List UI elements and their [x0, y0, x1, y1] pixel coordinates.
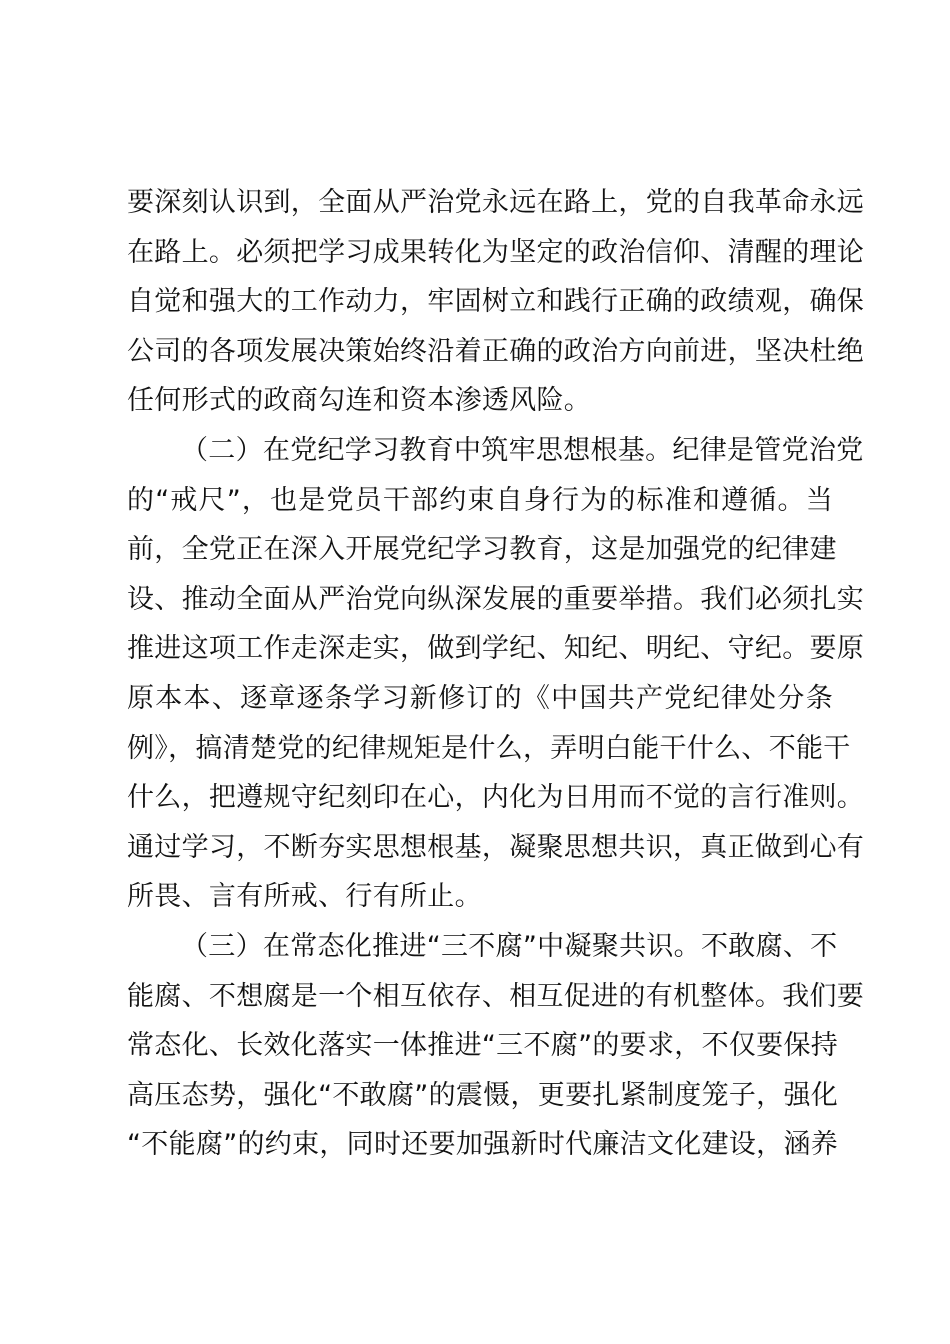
document-body: [127, 178, 865, 1170]
text-line: 通过学习，不断夯实思想根基，凝聚思想共识，真正做到心有: [127, 831, 865, 863]
text-line: “不能腐”的约束，同时还要加强新时代廉洁文化建设，涵养: [127, 1129, 839, 1161]
text-line: 任何形式的政商勾连和资本渗透风险。: [127, 385, 592, 417]
text-line: 所畏、言有所戒、行有所止。: [127, 881, 482, 913]
text-line: 例》，搞清楚党的纪律规矩是什么，弄明白能干什么、不能干: [127, 732, 851, 764]
text-line: 设、推动全面从严治党向纵深发展的重要举措。我们必须扎实: [127, 583, 865, 615]
text-line: 什么，把遵规守纪刻印在心，内化为日用而不觉的言行准则。: [127, 782, 865, 814]
text-line: （三）在常态化推进“三不腐”中凝聚共识。不敢腐、不: [181, 930, 838, 962]
paragraph-3: [127, 922, 865, 1170]
text-line: 能腐、不想腐是一个相互依存、相互促进的有机整体。我们要: [127, 980, 865, 1012]
text-line: 在路上。必须把学习成果转化为坚定的政治信仰、清醒的理论: [127, 236, 865, 268]
text-line: 高压态势，强化“不敢腐”的震慑，更要扎紧制度笼子，强化: [127, 1079, 839, 1111]
paragraph-1: [127, 178, 865, 426]
paragraph-2: [127, 426, 865, 922]
text-line: 常态化、长效化落实一体推进“三不腐”的要求，不仅要保持: [127, 1030, 839, 1062]
text-line: 推进这项工作走深走实，做到学纪、知纪、明纪、守纪。要原: [127, 633, 865, 665]
text-line: 自觉和强大的工作动力，牢固树立和践行正确的政绩观，确保: [127, 286, 865, 318]
text-line: （二）在党纪学习教育中筑牢思想根基。纪律是管党治党: [181, 434, 864, 466]
text-line: 的“戒尺”，也是党员干部约束自身行为的标准和遵循。当: [127, 484, 833, 516]
text-line: 原本本、逐章逐条学习新修订的《中国共产党纪律处分条: [127, 682, 833, 714]
text-line: 要深刻认识到，全面从严治党永远在路上，党的自我革命永远: [127, 187, 865, 218]
text-line: 公司的各项发展决策始终沿着正确的政治方向前进，坚决杜绝: [127, 335, 865, 367]
text-line: 前，全党正在深入开展党纪学习教育，这是加强党的纪律建: [127, 534, 837, 566]
